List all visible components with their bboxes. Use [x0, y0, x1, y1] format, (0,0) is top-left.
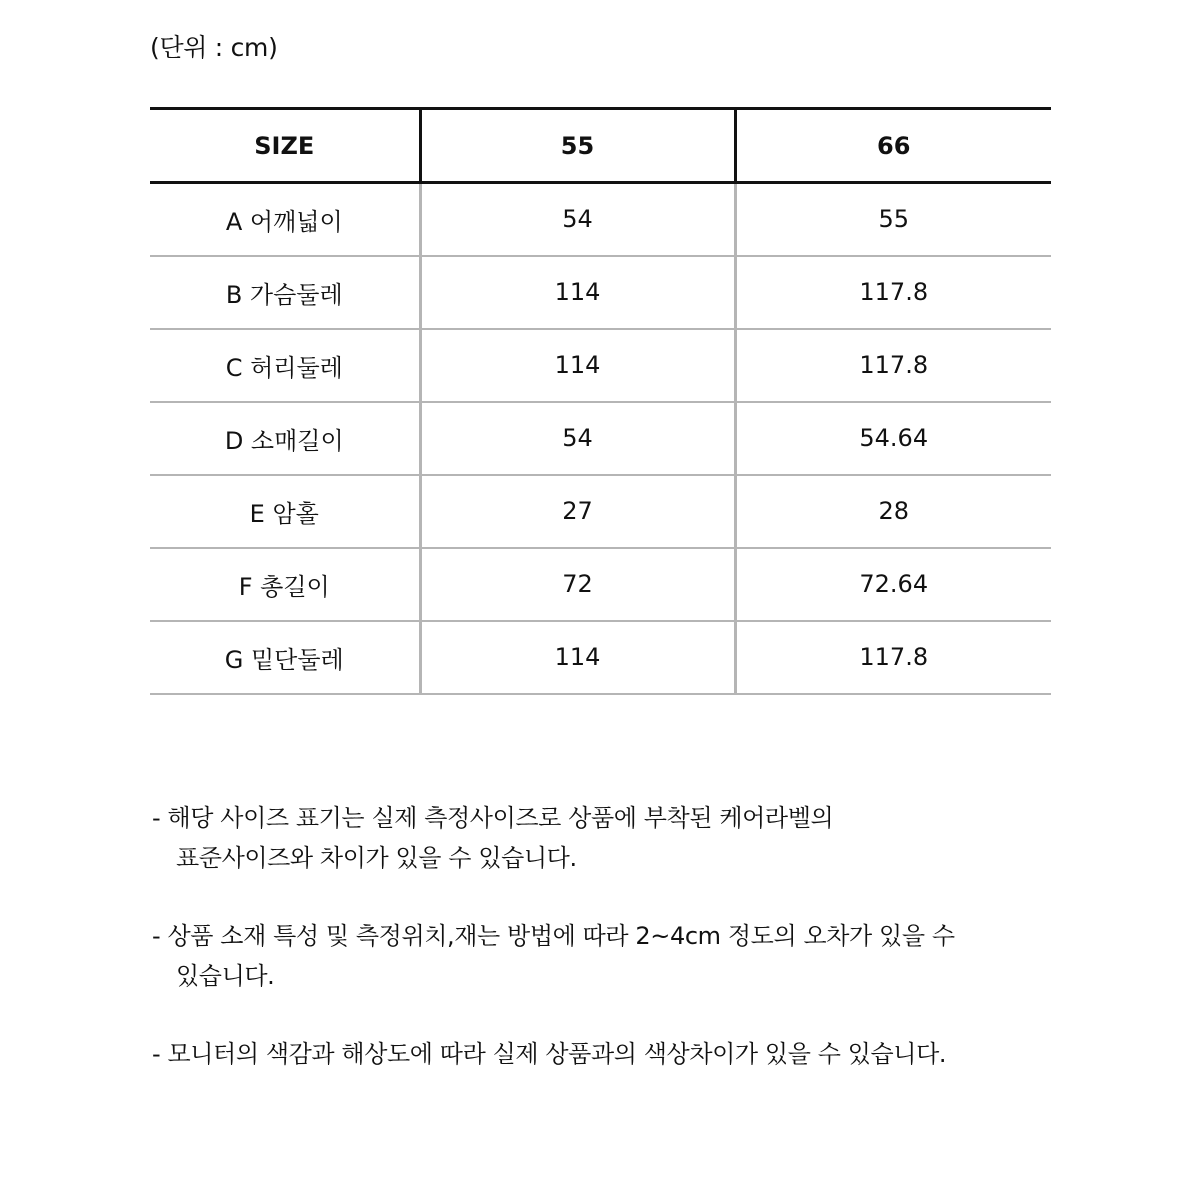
table-header-row [150, 109, 1051, 183]
table-row [150, 548, 1051, 621]
note-measurement [152, 798, 1152, 878]
cell-55: 114 [420, 621, 735, 694]
row-label: B 가슴둘레 [150, 256, 420, 329]
header-size: SIZE [150, 109, 420, 183]
cell-55: 114 [420, 256, 735, 329]
note-text: 있습니다. [176, 962, 275, 990]
row-label: G 밑단둘레 [150, 621, 420, 694]
note-color [152, 1034, 1152, 1074]
note-tolerance [152, 916, 1152, 996]
row-label: E 암홀 [150, 475, 420, 548]
table-row [150, 621, 1051, 694]
row-label: D 소매길이 [150, 402, 420, 475]
cell-55: 27 [420, 475, 735, 548]
cell-66: 117.8 [735, 329, 1051, 402]
header-66: 66 [735, 109, 1051, 183]
table-row [150, 256, 1051, 329]
note-text: - 해당 사이즈 표기는 실제 측정사이즈로 상품에 부착된 케어라벨의 [152, 804, 834, 832]
cell-66: 28 [735, 475, 1051, 548]
cell-66: 72.64 [735, 548, 1051, 621]
cell-66: 55 [735, 183, 1051, 256]
cell-66: 54.64 [735, 402, 1051, 475]
size-chart-table [150, 107, 1051, 695]
cell-55: 54 [420, 183, 735, 256]
header-55: 55 [420, 109, 735, 183]
table-row [150, 329, 1051, 402]
row-label: F 총길이 [150, 548, 420, 621]
unit-label: (단위 : cm) [150, 33, 278, 62]
row-label: C 허리둘레 [150, 329, 420, 402]
cell-55: 72 [420, 548, 735, 621]
size-notes [152, 798, 1152, 1112]
cell-66: 117.8 [735, 256, 1051, 329]
table-row [150, 475, 1051, 548]
cell-55: 114 [420, 329, 735, 402]
note-text: 표준사이즈와 차이가 있을 수 있습니다. [176, 844, 577, 872]
table-row [150, 183, 1051, 256]
note-text: - 모니터의 색감과 해상도에 따라 실제 상품과의 색상차이가 있을 수 있습니다. [152, 1040, 947, 1068]
table-row [150, 402, 1051, 475]
cell-66: 117.8 [735, 621, 1051, 694]
cell-55: 54 [420, 402, 735, 475]
note-text: - 상품 소재 특성 및 측정위치,재는 방법에 따라 2~4cm 정도의 오차가 있을 수 [152, 922, 955, 950]
row-label: A 어깨넓이 [150, 183, 420, 256]
